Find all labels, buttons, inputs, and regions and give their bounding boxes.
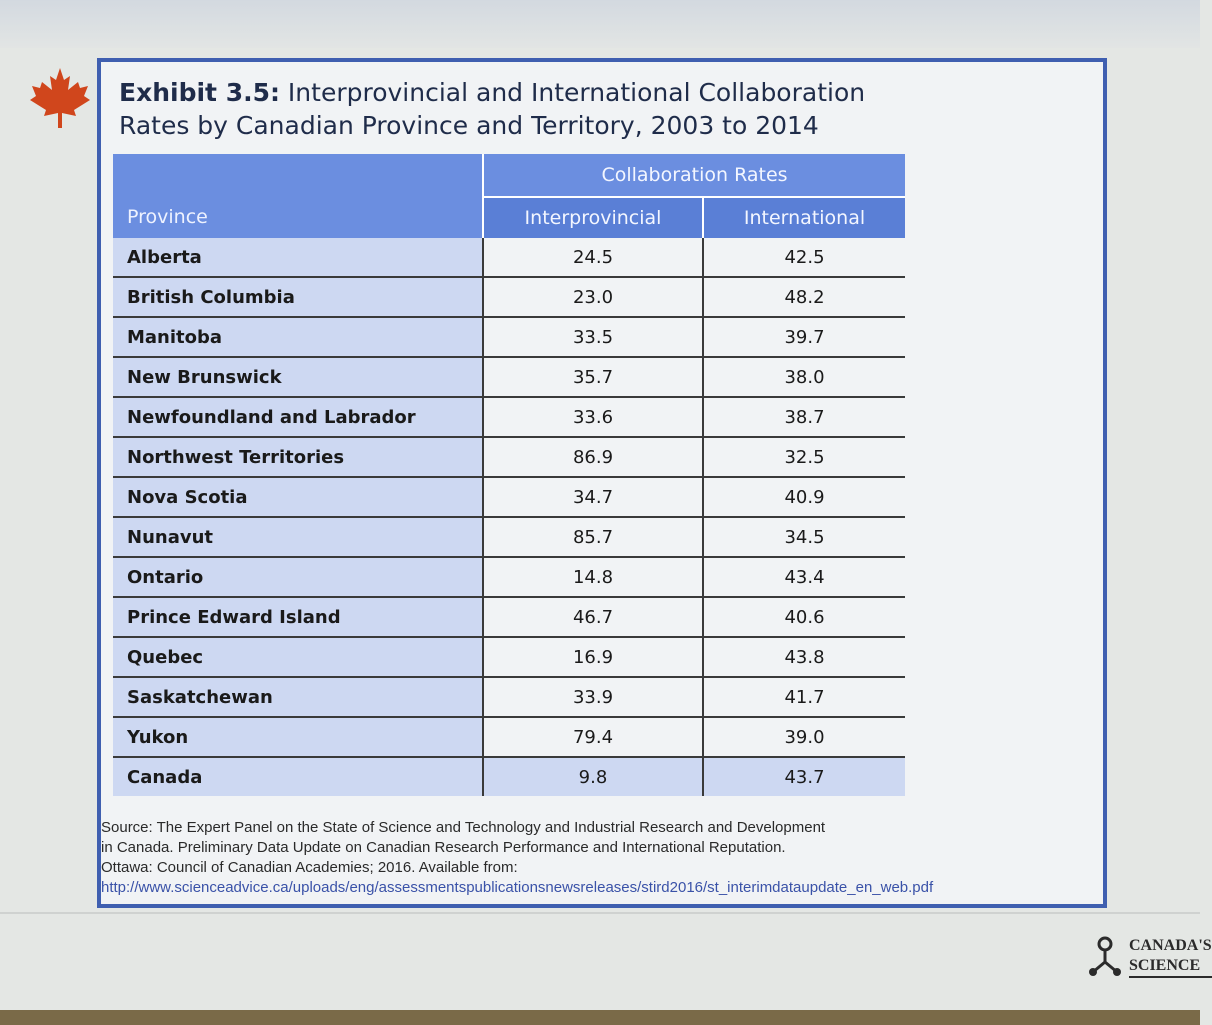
international-cell: 38.7 [703,397,905,437]
exhibit-panel [97,58,1107,908]
table-row [113,517,905,557]
table-row [113,397,905,437]
exhibit-title-line1: Interprovincial and International Collaboration [279,78,866,107]
interprovincial-cell: 86.9 [483,437,703,477]
international-cell: 41.7 [703,677,905,717]
table-row [113,357,905,397]
table-row [113,238,905,277]
province-cell: Alberta [113,238,483,277]
source-text: Source: The Expert Panel on the State of Science and Technology and Industrial Research and Development in Canada. Preliminary Data Update on Canadian Research Performance and International Reputation. Ottawa: Council of Canadian Academies; 2016. Available from: [101,819,826,876]
table-row [113,477,905,517]
exhibit-label: Exhibit 3.5: [119,78,280,107]
interprovincial-cell: 79.4 [483,717,703,757]
interprovincial-cell: 23.0 [483,277,703,317]
logo-line2: SCIENCE [1129,956,1212,978]
province-cell: Northwest Territories [113,437,483,477]
maple-leaf-icon [28,66,92,130]
province-cell: Manitoba [113,317,483,357]
exhibit-title-line2: Rates by Canadian Province and Territory, 2003 to 2014 [119,111,819,140]
table-row [113,317,905,357]
table-row-total [113,757,905,796]
interprovincial-cell: 9.8 [483,757,703,796]
international-cell: 43.4 [703,557,905,597]
province-cell: Yukon [113,717,483,757]
group-header-collaboration-rates: Collaboration Rates [483,154,905,197]
international-cell: 40.6 [703,597,905,637]
interprovincial-cell: 33.5 [483,317,703,357]
province-cell: Ontario [113,557,483,597]
table-row [113,597,905,637]
province-cell: Nova Scotia [113,477,483,517]
province-cell: New Brunswick [113,357,483,397]
slide-divider [0,912,1200,914]
interprovincial-cell: 24.5 [483,238,703,277]
interprovincial-cell: 14.8 [483,557,703,597]
international-cell: 43.8 [703,637,905,677]
province-cell: Saskatchewan [113,677,483,717]
slide-bottom-strip [0,1010,1200,1025]
international-cell: 38.0 [703,357,905,397]
province-cell: British Columbia [113,277,483,317]
column-header-interprovincial: Interprovincial [483,197,703,238]
province-cell: Canada [113,757,483,796]
table-row [113,717,905,757]
table-row [113,637,905,677]
international-cell: 39.7 [703,317,905,357]
science-logo-icon [1085,936,1125,978]
table-row [113,557,905,597]
international-cell: 43.7 [703,757,905,796]
international-cell: 42.5 [703,238,905,277]
province-cell: Nunavut [113,517,483,557]
province-cell: Newfoundland and Labrador [113,397,483,437]
international-cell: 39.0 [703,717,905,757]
slide-top-strip [0,0,1200,48]
interprovincial-cell: 16.9 [483,637,703,677]
interprovincial-cell: 33.9 [483,677,703,717]
source-link[interactable]: http://www.scienceadvice.ca/uploads/eng/assessmentspublicationsnewsreleases/stird2016/st_interimdataupdate_en_web.pdf [101,879,934,896]
international-cell: 34.5 [703,517,905,557]
column-header-international: International [703,197,905,238]
source-note [101,818,1091,898]
interprovincial-cell: 46.7 [483,597,703,637]
table-row [113,677,905,717]
collaboration-table [113,154,905,796]
interprovincial-cell: 34.7 [483,477,703,517]
table-row [113,277,905,317]
interprovincial-cell: 35.7 [483,357,703,397]
canadas-science-logo [1085,932,1212,982]
province-cell: Quebec [113,637,483,677]
international-cell: 32.5 [703,437,905,477]
logo-text [1129,936,1212,978]
international-cell: 40.9 [703,477,905,517]
international-cell: 48.2 [703,277,905,317]
interprovincial-cell: 85.7 [483,517,703,557]
exhibit-title [119,76,865,142]
interprovincial-cell: 33.6 [483,397,703,437]
logo-line1: CANADA'S [1129,937,1212,954]
column-header-province: Province [113,154,483,238]
table-row [113,437,905,477]
province-cell: Prince Edward Island [113,597,483,637]
